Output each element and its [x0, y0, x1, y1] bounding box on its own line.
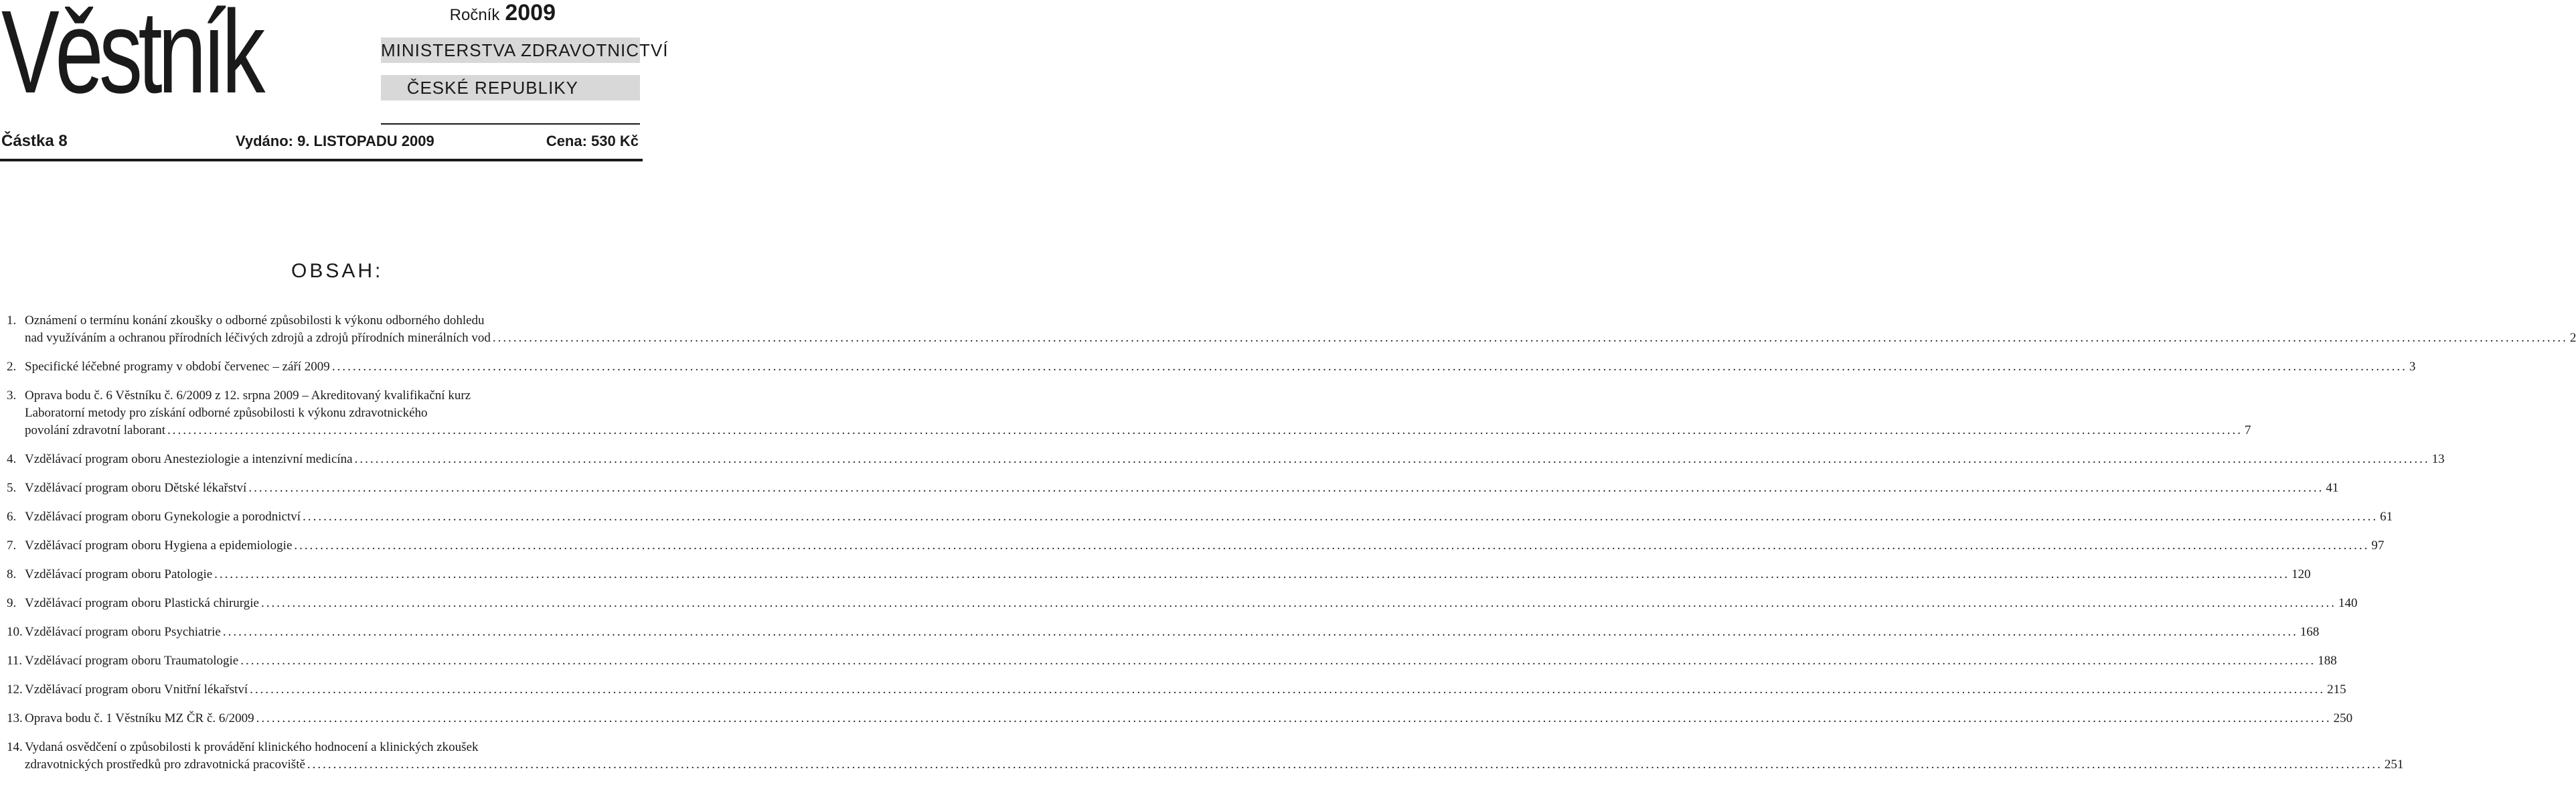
- toc-dot-leader: ................................................................................................................................................................................................................................................................................................................................................................................................................: [248, 481, 2324, 495]
- toc-entry-number: 3.: [7, 388, 17, 403]
- toc-page-number: 2: [2569, 331, 2576, 345]
- toc-dot-leader: ................................................................................................................................................................................................................................................................................................................................................................................................................: [256, 711, 2332, 725]
- toc-entry-line: [25, 422, 2251, 439]
- toc-page-number: 120: [2291, 567, 2311, 581]
- toc-entry-line: [25, 451, 2445, 468]
- toc-entry-body: [25, 710, 2353, 727]
- toc-page-number: 61: [2380, 510, 2393, 524]
- toc-entry-text: zdravotnických prostředků pro zdravotnická pracoviště: [25, 758, 305, 772]
- toc-entry-body: [25, 312, 2576, 347]
- toc-entry-body: [25, 358, 2416, 376]
- toc-entry-body: [25, 566, 2311, 583]
- toc-entry-number: 4.: [7, 452, 17, 466]
- toc-entry[interactable]: [7, 312, 2576, 347]
- toc-entry-line: [25, 624, 2320, 641]
- toc-page-number: 41: [2326, 481, 2339, 495]
- toc-entry-number: 11.: [7, 654, 23, 668]
- toc-entry-line: [25, 537, 2385, 555]
- toc-entry-text: povolání zdravotní laborant: [25, 423, 165, 437]
- toc-entry[interactable]: [7, 508, 2393, 526]
- toc-dot-leader: ................................................................................................................................................................................................................................................................................................................................................................................................................: [240, 654, 2316, 668]
- toc-entry[interactable]: [7, 480, 2339, 497]
- contents-heading: OBSAH:: [291, 260, 384, 282]
- toc-entry[interactable]: [7, 566, 2311, 583]
- toc-entry-line: [25, 652, 2337, 670]
- toc-entry-line: [25, 681, 2346, 699]
- toc-entry-text: Vzdělávací program oboru Anesteziologie a intenzivní medicína: [25, 452, 353, 466]
- toc-entry-number: 2.: [7, 360, 17, 374]
- toc-entry[interactable]: [7, 681, 2346, 699]
- toc-entry[interactable]: [7, 537, 2385, 555]
- ministry-band-2: ČESKÉ REPUBLIKY: [381, 75, 640, 100]
- toc-entry-number: 13.: [7, 711, 23, 725]
- toc-dot-leader: ................................................................................................................................................................................................................................................................................................................................................................................................................: [250, 683, 2326, 697]
- toc-dot-leader: ................................................................................................................................................................................................................................................................................................................................................................................................................: [294, 539, 2370, 553]
- toc-entry-line: [25, 566, 2311, 583]
- toc-entry-text: Vzdělávací program oboru Hygiena a epidemiologie: [25, 539, 293, 553]
- toc-entry-number: 8.: [7, 567, 17, 581]
- toc-dot-leader: ................................................................................................................................................................................................................................................................................................................................................................................................................: [167, 423, 2243, 437]
- toc-entry-body: [25, 537, 2385, 555]
- volume-label: [450, 0, 556, 26]
- toc-entry-line: [25, 595, 2358, 612]
- toc-entry-body: [25, 739, 2404, 774]
- toc-dot-leader: ................................................................................................................................................................................................................................................................................................................................................................................................................: [303, 510, 2379, 524]
- toc-entry-text: Specifické léčebné programy v období červenec – září 2009: [25, 360, 330, 374]
- toc-page-number: 13: [2431, 452, 2445, 466]
- toc-dot-leader: ................................................................................................................................................................................................................................................................................................................................................................................................................: [492, 331, 2568, 345]
- toc-dot-leader: ................................................................................................................................................................................................................................................................................................................................................................................................................: [260, 596, 2336, 610]
- toc-entry-text: Vzdělávací program oboru Patologie: [25, 567, 213, 581]
- toc-page-number: 188: [2318, 654, 2337, 668]
- toc-entry-number: 14.: [7, 740, 23, 754]
- toc-entry-text: nad využíváním a ochranou přírodních léčivých zdrojů a zdrojů přírodních minerálních vod: [25, 331, 491, 345]
- toc-entry-body: [25, 595, 2358, 612]
- toc-page-number: 3: [2409, 360, 2416, 374]
- toc-entry-text: Vzdělávací program oboru Vnitřní lékařství: [25, 683, 248, 697]
- toc-dot-leader: ................................................................................................................................................................................................................................................................................................................................................................................................................: [307, 758, 2383, 772]
- toc-entry-body: [25, 480, 2339, 497]
- toc-dot-leader: ................................................................................................................................................................................................................................................................................................................................................................................................................: [331, 360, 2407, 374]
- toc-entry[interactable]: [7, 624, 2320, 641]
- toc-entry-line: [25, 756, 2404, 774]
- toc-entry-text: Vzdělávací program oboru Plastická chirurgie: [25, 596, 259, 610]
- toc-entry-body: [25, 451, 2445, 468]
- toc-entry-text: Oprava bodu č. 6 Věstníku č. 6/2009 z 12. srpna 2009 – Akreditovaný kvalifikační kurz: [25, 388, 471, 403]
- header-divider-thin: [381, 123, 640, 125]
- toc-entry-number: 5.: [7, 481, 17, 495]
- toc-entry-body: [25, 624, 2320, 641]
- toc-entry-text: Vzdělávací program oboru Traumatologie: [25, 654, 239, 668]
- rocnik-label: Ročník: [449, 6, 500, 24]
- toc-entry-text: Oznámení o termínu konání zkoušky o odborné způsobilosti k výkonu odborného dohledu: [25, 313, 485, 328]
- toc-page-number: 7: [2245, 423, 2251, 437]
- table-of-contents: [7, 312, 2576, 785]
- toc-entry-text: Vydaná osvědčení o způsobilosti k provádění klinického hodnocení a klinických zkoušek: [25, 740, 479, 754]
- toc-entry-number: 10.: [7, 625, 23, 639]
- toc-page-number: 97: [2371, 539, 2385, 553]
- toc-entry-number: 7.: [7, 539, 17, 553]
- toc-dot-leader: ................................................................................................................................................................................................................................................................................................................................................................................................................: [214, 567, 2290, 581]
- toc-entry[interactable]: [7, 739, 2404, 774]
- toc-entry-number: 1.: [7, 313, 17, 328]
- toc-entry-body: [25, 387, 2251, 439]
- toc-entry-line: [25, 330, 2576, 347]
- toc-page-number: 251: [2384, 758, 2404, 772]
- toc-entry-line: [25, 710, 2353, 727]
- toc-entry-number: 9.: [7, 596, 17, 610]
- toc-entry-line: [25, 358, 2416, 376]
- ministry-band-1: MINISTERSTVA ZDRAVOTNICTVÍ: [381, 38, 640, 63]
- toc-entry[interactable]: [7, 652, 2337, 670]
- toc-entry[interactable]: [7, 358, 2416, 376]
- issue-price: Cena: 530 Kč: [546, 133, 639, 149]
- issue-date: Vydáno: 9. LISTOPADU 2009: [236, 133, 434, 149]
- masthead-title: Věstník: [1, 0, 261, 118]
- toc-page-number: 168: [2300, 625, 2320, 639]
- toc-entry-text: Laboratorní metody pro získání odborné způsobilosti k výkonu zdravotnického: [25, 406, 428, 420]
- toc-entry-body: [25, 652, 2337, 670]
- toc-page-number: 250: [2333, 711, 2353, 725]
- header-divider-thick: [0, 159, 643, 161]
- toc-entry-text: Oprava bodu č. 1 Věstníku MZ ČR č. 6/2009: [25, 711, 254, 725]
- toc-entry-body: [25, 681, 2346, 699]
- toc-entry-body: [25, 508, 2393, 526]
- toc-entry-number: 12.: [7, 683, 23, 697]
- toc-entry[interactable]: [7, 595, 2358, 612]
- toc-entry-text: Vzdělávací program oboru Dětské lékařství: [25, 481, 247, 495]
- toc-entry[interactable]: [7, 387, 2251, 439]
- toc-page-number: 140: [2338, 596, 2358, 610]
- issue-info-bar: [0, 131, 643, 151]
- toc-entry-number: 6.: [7, 510, 17, 524]
- toc-entry-line: [25, 480, 2339, 497]
- toc-entry[interactable]: [7, 451, 2445, 468]
- issue-number: Částka 8: [1, 132, 68, 150]
- toc-page-number: 215: [2327, 683, 2346, 697]
- toc-dot-leader: ................................................................................................................................................................................................................................................................................................................................................................................................................: [354, 452, 2430, 466]
- volume-year: 2009: [505, 0, 556, 25]
- toc-entry-text: Vzdělávací program oboru Gynekologie a porodnictví: [25, 510, 301, 524]
- toc-dot-leader: ................................................................................................................................................................................................................................................................................................................................................................................................................: [222, 625, 2298, 639]
- toc-entry[interactable]: [7, 710, 2353, 727]
- toc-entry-text: Vzdělávací program oboru Psychiatrie: [25, 625, 221, 639]
- toc-entry-line: [25, 508, 2393, 526]
